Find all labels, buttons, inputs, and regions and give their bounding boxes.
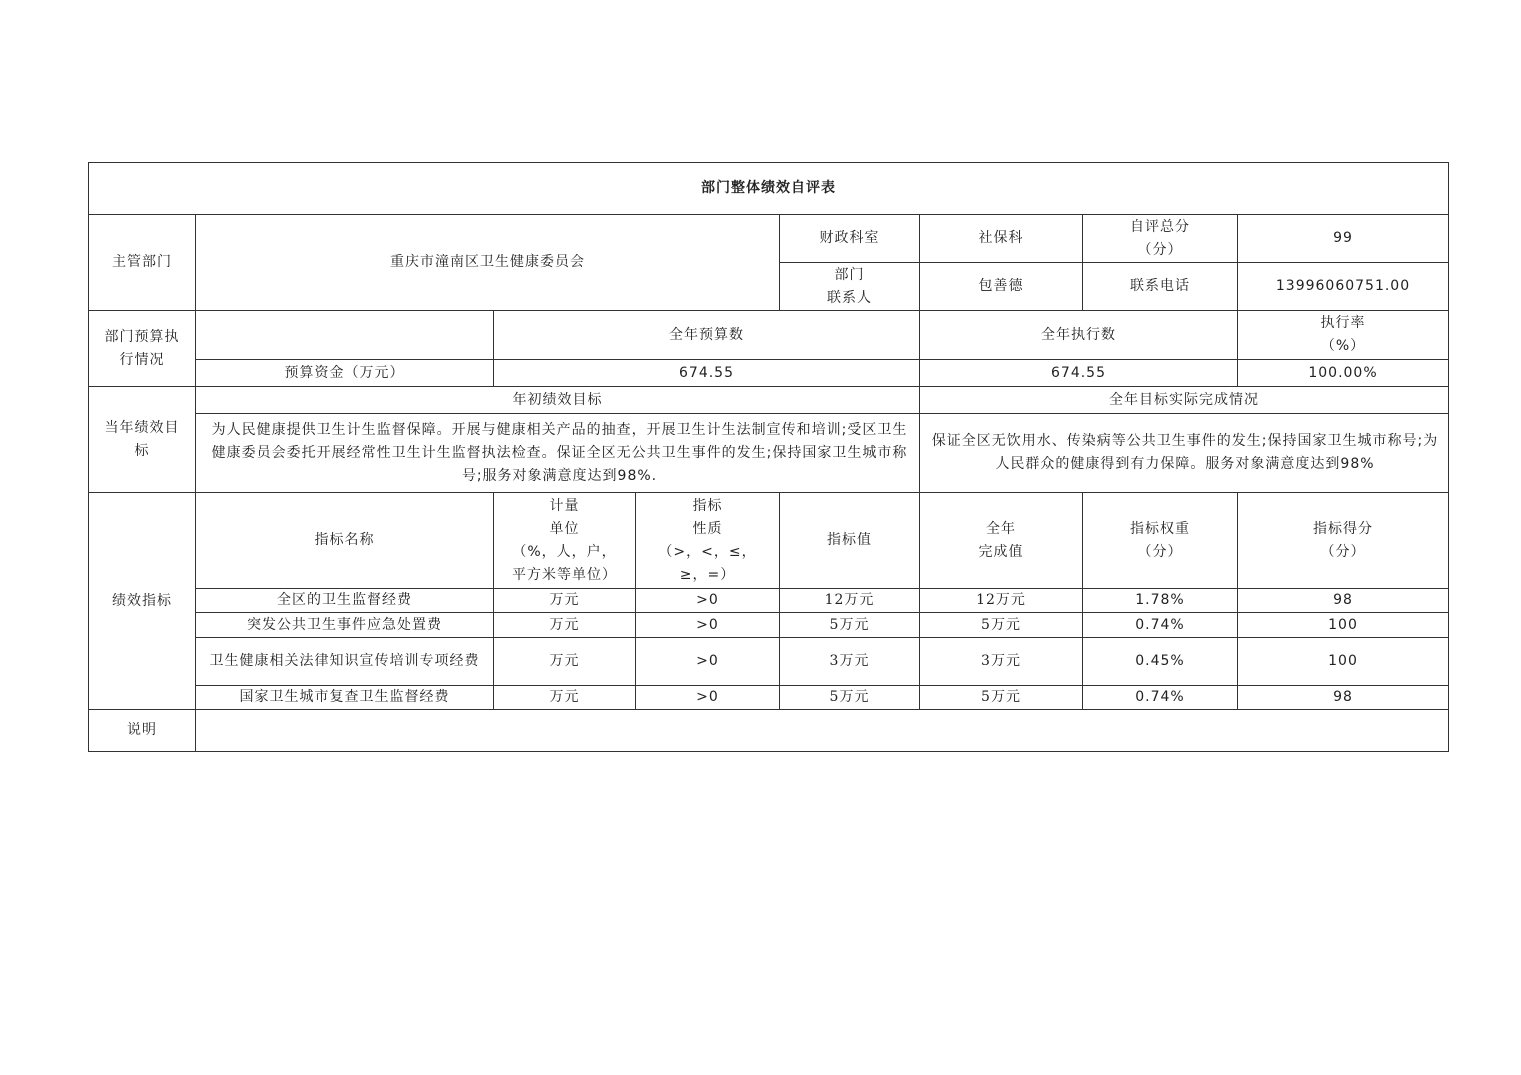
score-header-line2: （分） (1320, 543, 1366, 560)
unit-header-line1: 计量 (549, 497, 580, 514)
score-label-line1: 自评总分 (1130, 218, 1190, 235)
actual-goal-text: 保证全区无饮用水、传染病等公共卫生事件的发生;保持国家卫生城市称号;为人民群众的健康得到有力保障。服务对象满意度达到98% (920, 414, 1449, 493)
dept-label: 主管部门 (89, 215, 196, 311)
exec-rate-header (1238, 311, 1449, 360)
indicator-actual: 12万元 (920, 589, 1083, 613)
weight-header-line1: 指标权重 (1130, 520, 1190, 537)
budget-header-empty (196, 311, 494, 360)
initial-goal-text: 为人民健康提供卫生计生监督保障。开展与健康相关产品的抽查，开展卫生计生法制宣传和培训;受区卫生健康委员会委托开展经常性卫生计生监督执法检查。保证全区无公共卫生事件的发生;保持国家卫生城市称号;服务对象满意度达到98%. (196, 414, 920, 493)
budget-label-line2: 行情况 (119, 351, 165, 368)
contact-label-line1: 部门 (834, 266, 865, 283)
unit-header (494, 493, 636, 589)
goals-label-line1: 当年绩效目 (104, 419, 180, 436)
indicator-name: 全区的卫生监督经费 (196, 589, 494, 613)
nature-header-line4: ≥，=） (679, 566, 736, 583)
indicator-nature: >0 (636, 589, 780, 613)
notes-label: 说明 (89, 710, 196, 752)
budget-label-line1: 部门预算执 (104, 328, 180, 345)
indicator-actual: 5万元 (920, 686, 1083, 710)
dept-value: 重庆市潼南区卫生健康委员会 (196, 215, 780, 311)
annual-budget-value: 674.55 (494, 360, 920, 387)
indicator-unit: 万元 (494, 613, 636, 638)
phone-label: 联系电话 (1083, 263, 1238, 311)
unit-header-line3: （%，人，户， (512, 543, 617, 560)
goals-label (89, 387, 196, 493)
indicator-score: 100 (1238, 613, 1449, 638)
nature-header-line1: 指标 (692, 497, 723, 514)
score-header (1238, 493, 1449, 589)
indicator-weight: 0.45% (1083, 638, 1238, 686)
goals-label-line2: 标 (134, 442, 150, 459)
unit-header-line4: 平方米等单位） (512, 566, 617, 583)
target-header: 指标值 (780, 493, 920, 589)
annual-exec-value: 674.55 (920, 360, 1238, 387)
score-label-line2: （分） (1137, 241, 1183, 258)
nature-header-line3: （>，<，≤， (658, 543, 757, 560)
indicator-target: 5万元 (780, 686, 920, 710)
unit-header-line2: 单位 (549, 520, 580, 537)
indicator-unit: 万元 (494, 589, 636, 613)
indicator-name: 国家卫生城市复查卫生监督经费 (196, 686, 494, 710)
indicator-unit: 万元 (494, 638, 636, 686)
annual-budget-header: 全年预算数 (494, 311, 920, 360)
indicator-weight: 0.74% (1083, 686, 1238, 710)
indicator-score: 98 (1238, 589, 1449, 613)
weight-header (1083, 493, 1238, 589)
initial-goal-header: 年初绩效目标 (196, 387, 920, 414)
indicator-nature: >0 (636, 686, 780, 710)
indicator-nature: >0 (636, 638, 780, 686)
indicator-weight: 0.74% (1083, 613, 1238, 638)
finance-label: 财政科室 (780, 215, 920, 263)
score-value: 99 (1238, 215, 1449, 263)
indicator-target: 3万元 (780, 638, 920, 686)
annual-exec-header: 全年执行数 (920, 311, 1238, 360)
indicator-score: 100 (1238, 638, 1449, 686)
actual-header-line1: 全年 (986, 520, 1016, 537)
phone-value: 13996060751.00 (1238, 263, 1449, 311)
exec-rate-value: 100.00% (1238, 360, 1449, 387)
contact-label (780, 263, 920, 311)
table-row (89, 589, 1449, 613)
indicator-actual: 3万元 (920, 638, 1083, 686)
indicator-target: 5万元 (780, 613, 920, 638)
indicator-name-header: 指标名称 (196, 493, 494, 589)
nature-header (636, 493, 780, 589)
form-title: 部门整体绩效自评表 (89, 163, 1449, 215)
indicators-label: 绩效指标 (89, 493, 196, 710)
performance-evaluation-table (88, 162, 1449, 752)
indicator-name: 突发公共卫生事件应急处置费 (196, 613, 494, 638)
exec-rate-header-line1: 执行率 (1320, 315, 1366, 331)
nature-header-line2: 性质 (692, 520, 723, 537)
actual-header-line2: 完成值 (978, 543, 1024, 560)
indicator-score: 98 (1238, 686, 1449, 710)
score-header-line1: 指标得分 (1313, 520, 1373, 537)
indicator-weight: 1.78% (1083, 589, 1238, 613)
indicator-target: 12万元 (780, 589, 920, 613)
indicator-unit: 万元 (494, 686, 636, 710)
weight-header-line2: （分） (1137, 543, 1183, 560)
budget-row-label: 预算资金（万元） (196, 360, 494, 387)
contact-label-line2: 联系人 (827, 289, 872, 306)
finance-value: 社保科 (920, 215, 1083, 263)
actual-header (920, 493, 1083, 589)
score-label (1083, 215, 1238, 263)
budget-label (89, 311, 196, 387)
table-row (89, 613, 1449, 638)
actual-goal-header: 全年目标实际完成情况 (920, 387, 1449, 414)
indicator-nature: >0 (636, 613, 780, 638)
contact-value: 包善德 (920, 263, 1083, 311)
table-row (89, 686, 1449, 710)
indicator-name: 卫生健康相关法律知识宣传培训专项经费 (196, 638, 494, 686)
table-row (89, 638, 1449, 686)
notes-value (196, 710, 1449, 752)
indicator-actual: 5万元 (920, 613, 1083, 638)
exec-rate-header-line2: （%） (1320, 338, 1366, 354)
